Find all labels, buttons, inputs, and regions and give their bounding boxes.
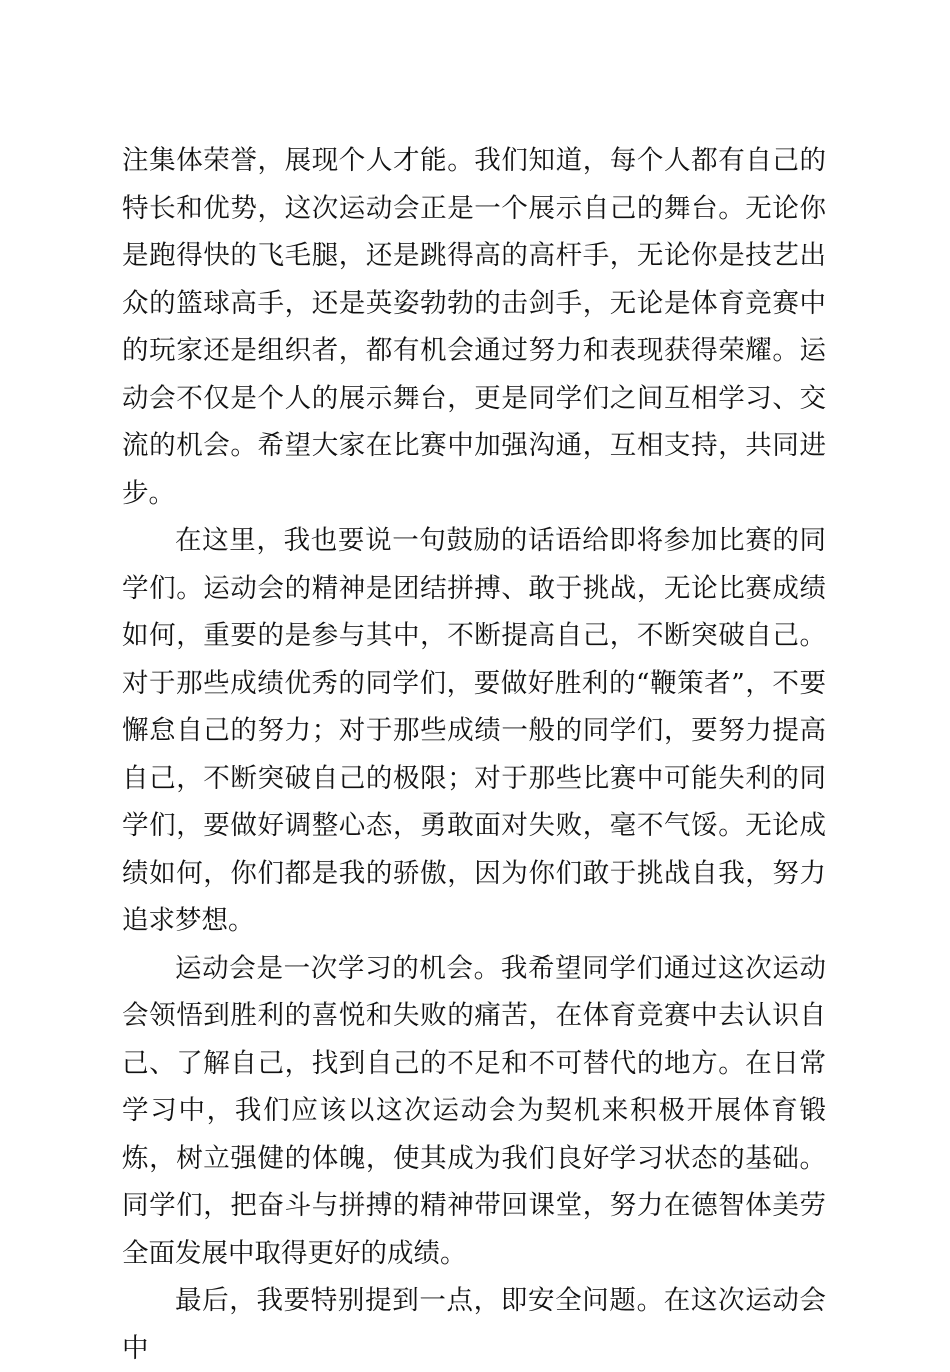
paragraph-2: 在这里，我也要说一句鼓励的话语给即将参加比赛的同学们。运动会的精神是团结拼搏、敢于挑战，无论比赛成绩如何，重要的是参与其中，不断提高自己，不断突破自己。对于那些成绩优秀的同学们，要做好胜利的“鞭策者”，不要懈怠自己的努力；对于那些成绩一般的同学们，要努力提高自己，不断突破自己的极限；对于那些比赛中可能失利的同学们，要做好调整心态，勇敢面对失败，毫不气馁。无论成绩如何，你们都是我的骄傲，因为你们敢于挑战自我，努力追求梦想。: [122, 525, 826, 936]
paragraph-1: 注集体荣誉，展现个人才能。我们知道，每个人都有自己的特长和优势，这次运动会正是一个展示自己的舞台。无论你是跑得快的飞毛腿，还是跳得高的高杆手，无论你是技艺出众的篮球高手，还是英姿勃勃的击剑手，无论是体育竞赛中的玩家还是组织者，都有机会通过努力和表现获得荣耀。运动会不仅是个人的展示舞台，更是同学们之间互相学习、交流的机会。希望大家在比赛中加强沟通，互相支持，共同进步。: [122, 145, 826, 509]
paragraph-4: 最后，我要特别提到一点，即安全问题。在这次运动会中: [122, 1285, 826, 1364]
paragraph-3: 运动会是一次学习的机会。我希望同学们通过这次运动会领悟到胜利的喜悦和失败的痛苦，在体育竞赛中去认识自己、了解自己，找到自己的不足和不可替代的地方。在日常学习中，我们应该以这次运动会为契机来积极开展体育锻炼，树立强健的体魄，使其成为我们良好学习状态的基础。同学们，把奋斗与拼搏的精神带回课堂，努力在德智体美劳全面发展中取得更好的成绩。: [122, 952, 826, 1269]
document-body: [122, 137, 826, 1372]
